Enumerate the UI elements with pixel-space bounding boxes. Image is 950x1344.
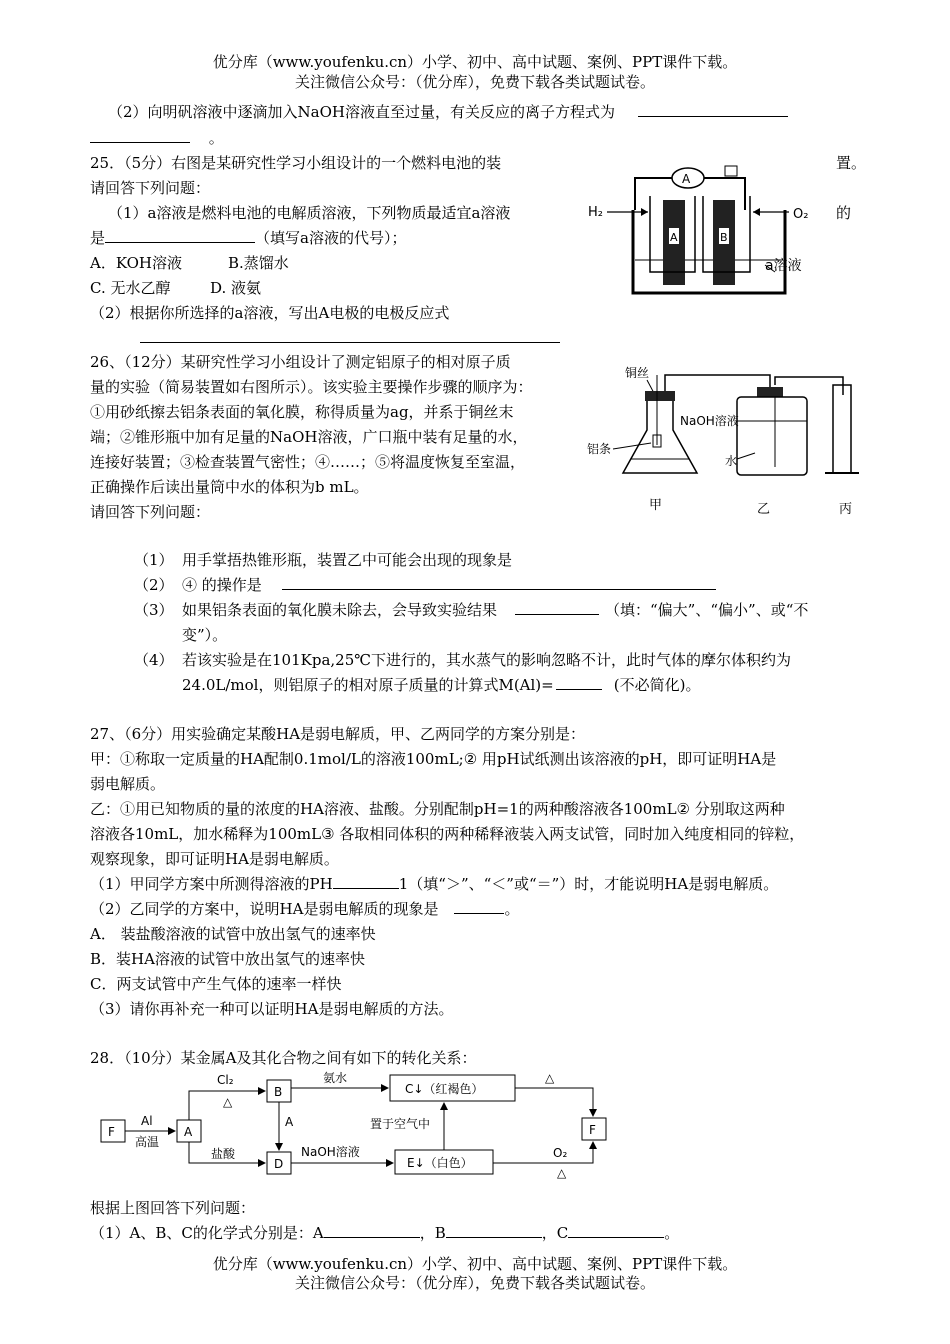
label-al: Al: [141, 1114, 153, 1128]
conversion-diagram: [95, 1070, 625, 1185]
node-f-left: F: [108, 1125, 115, 1139]
answer-blank[interactable]: [282, 575, 716, 590]
bottle-stopper: [757, 387, 783, 397]
q25-line-3-end: 的: [836, 204, 852, 222]
aluminum-label: 铝条: [587, 442, 612, 456]
switch-icon: [725, 166, 737, 176]
answer-blank-c[interactable]: [568, 1223, 664, 1238]
q27-sub1: （1）甲同学方案中所测得溶液的PH 1（填“＞”、“＜”或“＝”）时，才能说明HA是弱电解质。: [90, 875, 779, 893]
label-yi: 乙: [757, 502, 771, 517]
q26-line-3: ①用砂纸擦去铝条表面的氧化膜，称得质量为ag，并系于铜丝末: [90, 403, 514, 421]
q26-line-4: 端；②锥形瓶中加有足量的NaOH溶液，广口瓶中装有足量的水，: [90, 428, 528, 446]
answer-blank-a[interactable]: [324, 1223, 420, 1238]
conical-flask: [623, 400, 697, 473]
electrode-b-label: B: [720, 231, 728, 244]
q27-option-a: A． 装盐酸溶液的试管中放出氢气的速率快: [90, 925, 376, 943]
q25-line-2: 请回答下列问题：: [90, 179, 211, 197]
label-delta-3: △: [557, 1166, 567, 1180]
answer-blank[interactable]: [333, 874, 399, 889]
apparatus-figure: [585, 355, 865, 520]
q26-sub4: 若该实验是在101Kpa,25℃下进行的，其水蒸气的影响忽略不计，此时气体的摩尔体积约为: [182, 651, 792, 669]
q26-sub4-cont: 24.0L/mol，则铝原子的相对原子质量的计算式M(Al)= (不必简化)。: [182, 676, 701, 694]
answer-blank[interactable]: [105, 228, 255, 243]
o2-arrow-icon: [753, 208, 760, 216]
label-cl2: Cl₂: [217, 1073, 234, 1087]
q25-line-1-end: 置。: [836, 154, 867, 172]
fuel-cell-figure: [585, 160, 825, 300]
water-label: 水: [725, 454, 738, 468]
q26-line-7: 请回答下列问题：: [90, 503, 211, 521]
q26-line-6: 正确操作后读出量筒中水的体积为b mL。: [90, 478, 369, 496]
q25-option-d: D. 液氨: [210, 279, 262, 297]
answer-blank-b[interactable]: [446, 1223, 542, 1238]
footer-line-2: 关注微信公众号：（优分库），免费下载各类试题试卷。: [294, 1274, 655, 1292]
q27-line-3: 弱电解质。: [90, 775, 166, 793]
label-bing: 丙: [839, 502, 853, 517]
answer-blank[interactable]: [90, 128, 190, 143]
q25-option-c: C. 无水乙醇: [90, 279, 171, 297]
q26-sub3-cont: 变”）。: [182, 626, 228, 644]
answer-blank[interactable]: [515, 600, 599, 615]
q27-line-5: 溶液各10mL，加水稀释为100mL③ 各取相同体积的两种稀释液装入两支试管，同时加入纯度相同的锌粒，: [90, 825, 805, 843]
q26-sub2-num: （2）: [134, 576, 174, 594]
q25-option-b: B.蒸馏水: [228, 254, 289, 272]
label-air: 置于空气中: [370, 1117, 431, 1131]
q26-line-5: 连接好装置；③检查装置气密性；④……；⑤将温度恢复至室温，: [90, 453, 526, 471]
footer-line-1: 优分库（www.youfenku.cn）小学、初中、高中试题、案例、PPT课件下载。: [212, 1255, 738, 1273]
header-line-2: 关注微信公众号：（优分库），免费下载各类试题试卷。: [294, 73, 655, 91]
q27-sub2: （2）乙同学的方案中，说明HA是弱电解质的现象是 。: [90, 900, 520, 918]
answer-blank[interactable]: [556, 675, 602, 690]
q27-line-2: 甲：①称取一定质量的HA配制0.1mol/L的溶液100mL;② 用pH试纸测出该溶液的pH，即可证明HA是: [90, 750, 777, 768]
answer-blank[interactable]: [454, 899, 504, 914]
answer-blank[interactable]: [638, 102, 788, 117]
graduated-cylinder: [833, 385, 851, 473]
q26-sub1-num: （1）: [134, 551, 174, 569]
electrode-a-label: A: [670, 231, 678, 244]
q26-sub3: 如果铝条表面的氧化膜未除去，会导致实验结果 （填：“偏大”、“偏小”、或“不: [182, 601, 809, 619]
o2-label: O₂: [793, 207, 809, 222]
node-c: C↓（红褐色）: [405, 1082, 484, 1096]
arrow-e-to-f: [493, 1142, 593, 1163]
naoh-label: NaOH溶液: [680, 414, 739, 428]
q25-line-3: （1）a溶液是燃料电池的电解质溶液，下列物质最适宜a溶液: [108, 204, 511, 222]
q24-sub2: （2）向明矾溶液中逐滴加入NaOH溶液直至过量，有关反应的离子方程式为: [108, 102, 788, 122]
ammeter-label: A: [682, 172, 691, 186]
h2-label: H₂: [588, 205, 603, 220]
label-jia: 甲: [649, 498, 663, 513]
q26-line-1: 26、（12分）某研究性学习小组设计了测定铝原子的相对原子质: [90, 353, 511, 371]
label-delta-2: △: [545, 1071, 555, 1085]
q25-option-a: A．KOH溶液: [90, 254, 183, 272]
node-e: E↓（白色）: [407, 1156, 473, 1170]
a-solution-label: a溶液: [765, 258, 802, 274]
q26-sub3-num: （3）: [134, 601, 174, 619]
answer-line[interactable]: [140, 342, 560, 343]
label-arrow-a: A: [285, 1115, 294, 1129]
header-line-1: 优分库（www.youfenku.cn）小学、初中、高中试题、案例、PPT课件下载。: [212, 53, 738, 71]
wide-mouth-bottle: [737, 397, 807, 475]
arrow-c-to-f: [515, 1088, 593, 1116]
q27-sub3: （3）请你再补充一种可以证明HA是弱电解质的方法。: [90, 1000, 454, 1018]
label-naoh: NaOH溶液: [301, 1145, 360, 1159]
label-anshui: 氨水: [323, 1071, 348, 1085]
q27-line-6: 观察现象，即可证明HA是弱电解质。: [90, 850, 339, 868]
q26-sub4-num: （4）: [134, 651, 174, 669]
q28-line-2: 根据上图回答下列问题：: [90, 1199, 256, 1217]
q27-option-b: B．装HA溶液的试管中放出氢气的速率快: [90, 950, 365, 968]
q27-line-4: 乙：①用已知物质的量的浓度的HA溶液、盐酸。分别配制pH=1的两种酸溶液各100mL② 分别取这两种: [90, 800, 785, 818]
copper-wire-label: 铜丝: [625, 366, 650, 380]
node-b: B: [274, 1085, 283, 1099]
q26-line-2: 量的实验（简易装置如右图所示）。该实验主要操作步骤的顺序为：: [90, 378, 533, 396]
q26-sub1: 用手掌捂热锥形瓶，装置乙中可能会出现的现象是: [182, 551, 513, 569]
flask-stopper: [645, 391, 675, 401]
node-a: A: [184, 1125, 193, 1139]
node-f-right: F: [589, 1123, 596, 1137]
q28-sub1: （1）A、B、C的化学式分别是：A ，B ，C 。: [90, 1224, 680, 1242]
connecting-tube: [665, 375, 770, 393]
node-d: D: [274, 1157, 284, 1171]
h2-arrow-icon: [641, 208, 648, 216]
q27-option-c: C．两支试管中产生气体的速率一样快: [90, 975, 342, 993]
label-o2: O₂: [553, 1146, 568, 1160]
q24-sub2-cont: 。: [90, 128, 224, 148]
q25-sub2: （2）根据你所选择的a溶液，写出A电极的电极反应式: [90, 304, 450, 322]
label-delta-1: △: [223, 1095, 233, 1109]
q28-line-1: 28．（10分）某金属A及其化合物之间有如下的转化关系：: [90, 1049, 477, 1067]
label-yansuan: 盐酸: [211, 1147, 236, 1161]
q25-line-1: 25．（5分）右图是某研究性学习小组设计的一个燃料电池的装: [90, 154, 502, 172]
q26-sub2: ④ 的操作是: [182, 575, 716, 595]
container-outline: [633, 210, 785, 293]
q25-line-4: 是 （填写a溶液的代号）；: [90, 229, 407, 247]
label-gaowen: 高温: [135, 1135, 160, 1149]
q27-line-1: 27、（6分）用实验确定某酸HA是弱电解质，甲、乙两同学的方案分别是：: [90, 725, 586, 743]
